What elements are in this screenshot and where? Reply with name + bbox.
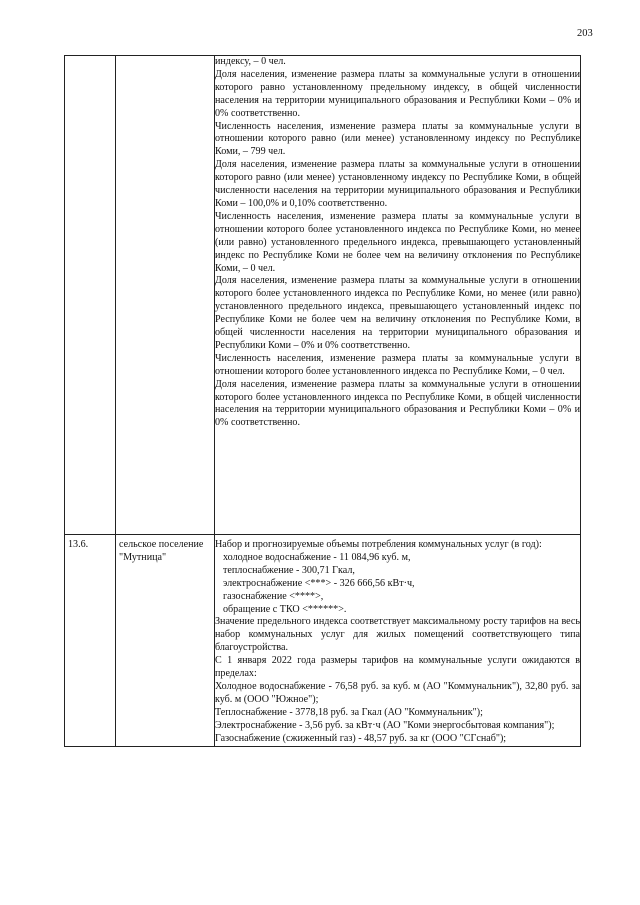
paragraph: индексу, – 0 чел. [215, 56, 286, 67]
settlement-name-cell [116, 56, 215, 535]
paragraph: С 1 января 2022 года размеры тарифов на коммунальные услуги ожидаются в пределах: [215, 655, 580, 680]
description-cell [215, 535, 581, 747]
row-number-cell: 13.6. [65, 535, 116, 747]
volume-item: обращение с ТКО <******>. [223, 603, 347, 615]
paragraph: Доля населения, изменение размера платы за коммунальные услуги в отношении которого равно установленному предельному индексу, в общей численности населения на территории муниципального образования и Республики Коми – 0% и 0% соответственно. [215, 68, 580, 119]
volume-item: теплоснабжение - 300,71 Гкал, [223, 564, 355, 576]
paragraph: Доля населения, изменение размера платы за коммунальные услуги в отношении которого более установленного индекса по Республике Коми, но менее (или равно) установленного предельного индекса, превышающего установленный индекс по Республике Коми не более чем на величину отклонения по Республике Коми, в общей численности населения на территории муниципального образования и Республики Коми – 0% и 0% соответственно. [215, 275, 580, 351]
paragraph: Газоснабжение (сжиженный газ) - 48,57 руб. за кг (ООО "СГснаб"); [215, 732, 507, 744]
table-row [65, 535, 581, 747]
paragraph: Численность населения, изменение размера платы за коммунальные услуги в отношении которого более установленного индекса по Республике Коми, – 0 чел. [215, 352, 580, 377]
volume-item: холодное водоснабжение - 11 084,96 куб. м, [223, 551, 411, 563]
paragraph: Набор и прогнозируемые объемы потребления коммунальных услуг (в год): [215, 539, 542, 550]
row-number-cell [65, 56, 116, 535]
paragraph: Электроснабжение - 3,56 руб. за кВт·ч (АО "Коми энергосбытовая компания"); [215, 719, 555, 731]
paragraph: Доля населения, изменение размера платы за коммунальные услуги в отношении которого равно (или менее) установленному индексу по Республике Коми, в общей численности населения на территории муниципального образования и Республики Коми – 100,0% и 0,10% соответственно. [215, 159, 580, 209]
settlement-name-cell: сельское поселение "Мутница" [116, 535, 215, 747]
volume-item: электроснабжение <***> - 326 666,56 кВт·ч, [223, 577, 415, 589]
paragraph: Численность населения, изменение размера платы за коммунальные услуги в отношении которого равно (или менее) установленному индексу по Республике Коми, – 799 чел. [215, 120, 580, 158]
paragraph: Численность населения, изменение размера платы за коммунальные услуги в отношении которого более установленного индекса по Республике Коми, но менее (или равно) установленного предельного индекса, превышающего установленный индекс по Республике Коми не более чем на величину отклонения по Республике Коми, – 0 чел. [215, 210, 580, 274]
paragraph: Доля населения, изменение размера платы за коммунальные услуги в отношении которого более установленного индекса по Республике Коми, в общей численности населения на территории муниципального образования и Республики Коми – 0% и 0% соответственно. [215, 378, 580, 429]
paragraph: Значение предельного индекса соответствует максимальному росту тарифов на весь набор коммунальных услуг для жилых помещений соответствующего типа благоустройства. [215, 616, 580, 654]
paragraph: Теплоснабжение - 3778,18 руб. за Гкал (АО "Коммунальник"); [215, 706, 483, 718]
description-cell [215, 56, 581, 535]
volume-item: газоснабжение <****>, [223, 590, 324, 602]
tariff-table [64, 55, 581, 747]
table-row [65, 56, 581, 535]
page-number: 203 [577, 28, 593, 39]
paragraph: Холодное водоснабжение - 76,58 руб. за куб. м (АО "Коммунальник"), 32,80 руб. за куб. м (ООО "Южное"); [215, 680, 580, 705]
